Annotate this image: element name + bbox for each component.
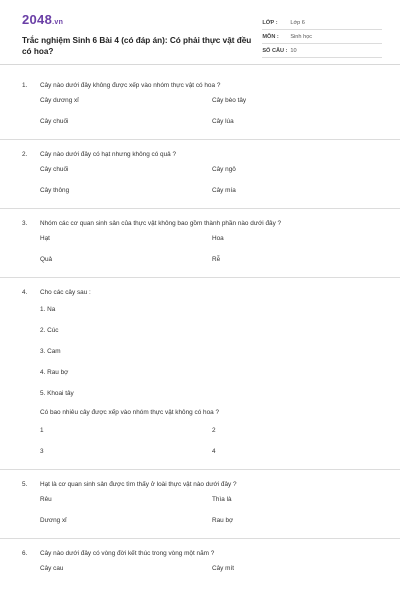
answer-option[interactable]: 2 (212, 427, 216, 434)
question-divider (0, 538, 400, 539)
answer-option[interactable]: Cây mía (212, 187, 236, 194)
question-1 (22, 81, 382, 132)
question-2 (22, 150, 382, 201)
question-number: 3. (22, 220, 28, 227)
question-prompt: Hạt là cơ quan sinh sản được tìm thấy ở loài thực vật nào dưới đây ? (40, 481, 237, 488)
question-prompt: Cho các cây sau : (40, 289, 91, 296)
answer-option[interactable]: Cây mít (212, 565, 235, 572)
answer-option[interactable]: Hạt (40, 235, 50, 242)
logo-suffix: .vn (52, 19, 64, 26)
question-4 (22, 288, 382, 462)
answer-option[interactable]: 1 (40, 427, 44, 434)
header-divider (0, 64, 400, 65)
meta-label: MÔN : (262, 33, 279, 40)
question-text (22, 288, 382, 297)
question-text (22, 81, 382, 90)
list-item: 1. Na (40, 306, 56, 313)
answer-option[interactable]: Hoa (212, 235, 224, 242)
question-subprompt: Có bao nhiêu cây được xếp vào nhóm thực vật không có hoa ? (40, 409, 220, 416)
list-item: 2. Cúc (40, 327, 59, 334)
question-prompt: Cây nào dưới đây có vòng đời kết thúc trong vòng một năm ? (40, 550, 215, 557)
site-logo[interactable] (22, 12, 262, 31)
meta-value: 10 (290, 47, 297, 54)
question-5 (22, 480, 382, 531)
answer-option[interactable]: Cây chuối (40, 118, 69, 125)
list-item: 5. Khoai tây (40, 390, 74, 397)
meta-row-count (262, 44, 382, 58)
question-divider (0, 139, 400, 140)
answer-option[interactable]: Thìa là (212, 496, 232, 503)
logo-text: 2048 (22, 12, 53, 27)
answer-options (40, 558, 382, 579)
answer-option[interactable]: Quả (40, 256, 53, 263)
answer-option[interactable]: Cây ngô (212, 166, 236, 173)
answer-option[interactable]: Rêu (40, 496, 52, 503)
answer-option[interactable]: Cây cau (40, 565, 64, 572)
answer-option[interactable]: Cây dương xỉ (40, 97, 79, 104)
question-text (22, 549, 382, 558)
question-3 (22, 219, 382, 270)
answer-option[interactable]: Rau bợ (212, 517, 234, 524)
page-header (22, 12, 382, 58)
question-number: 1. (22, 82, 28, 89)
plant-list (22, 299, 382, 404)
meta-value: Lớp 6 (290, 19, 305, 26)
answer-option[interactable]: Cây lúa (212, 118, 234, 125)
question-text (22, 150, 382, 159)
answer-option[interactable]: 3 (40, 448, 44, 455)
answer-option[interactable]: Cây thông (40, 187, 70, 194)
question-prompt: Nhóm các cơ quan sinh sản của thực vật không bao gồm thành phần nào dưới đây ? (40, 220, 282, 227)
question-text (22, 480, 382, 489)
question-number: 2. (22, 151, 28, 158)
question-6 (22, 549, 382, 579)
meta-value: Sinh học (290, 33, 313, 40)
meta-label: SỐ CÂU : (262, 47, 288, 54)
answer-option[interactable]: Cây chuối (40, 166, 69, 173)
question-text (22, 219, 382, 228)
question-divider (0, 208, 400, 209)
question-divider (0, 469, 400, 470)
answer-options (40, 90, 382, 132)
answer-options (40, 489, 382, 531)
list-item: 3. Cam (40, 348, 61, 355)
answer-option[interactable]: Dương xỉ (40, 517, 67, 524)
answer-options (40, 228, 382, 270)
meta-row-class (262, 16, 382, 30)
question-number: 5. (22, 481, 28, 488)
answer-options (40, 420, 382, 462)
list-item: 4. Rau bợ (40, 369, 69, 376)
question-list (22, 81, 382, 579)
header-left (22, 12, 262, 58)
answer-options (40, 159, 382, 201)
meta-row-subject (262, 30, 382, 44)
meta-label: LỚP : (262, 19, 278, 26)
page-title: Trắc nghiệm Sinh 6 Bài 4 (có đáp án): Có phải thực vật đều có hoa? (22, 36, 252, 56)
answer-option[interactable]: 4 (212, 448, 216, 455)
answer-option[interactable]: Cây bèo tây (212, 97, 247, 104)
question-number: 6. (22, 550, 28, 557)
meta-table (262, 16, 382, 58)
question-number: 4. (22, 289, 28, 296)
question-prompt: Cây nào dưới đây có hạt nhưng không có quả ? (40, 151, 177, 158)
question-divider (0, 277, 400, 278)
answer-option[interactable]: Rễ (212, 256, 221, 263)
question-prompt: Cây nào dưới đây không được xếp vào nhóm thực vật có hoa ? (40, 82, 221, 89)
